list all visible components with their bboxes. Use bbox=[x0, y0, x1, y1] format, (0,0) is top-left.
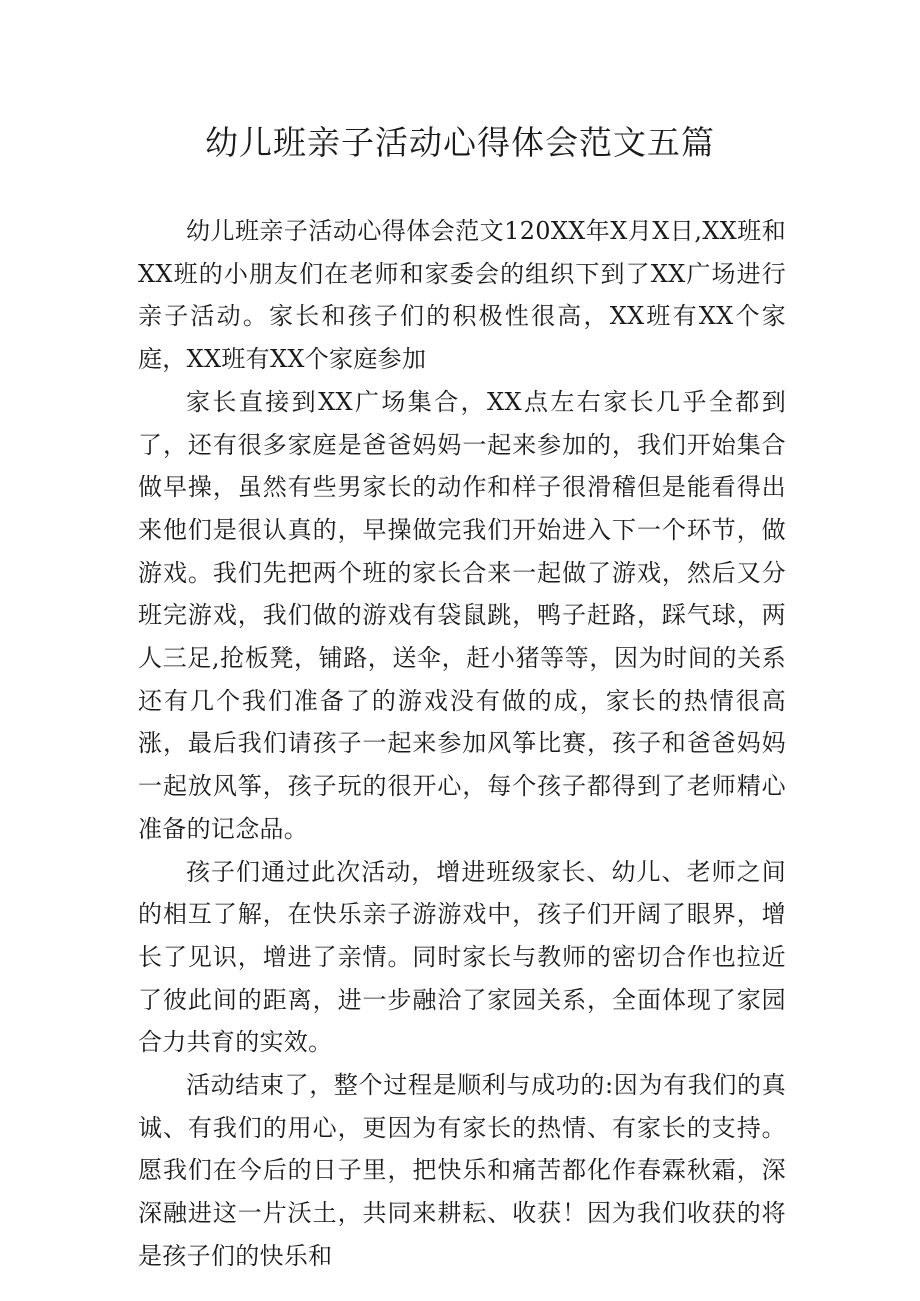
document-title: 幼儿班亲子活动心得体会范文五篇 bbox=[205, 123, 715, 162]
paragraph-3: 孩子们通过此次活动，增进班级家长、幼儿、老师之间的相互了解，在快乐亲子游游戏中，孩子们开阔了眼界，增长了见识，增进了亲情。同时家长与教师的密切合作也拉近了彼此间的距离，进一步融洽了家园关系，全面体现了家园合力共育的实效。 bbox=[138, 857, 786, 1057]
document-body bbox=[138, 210, 786, 1278]
paragraph-4: 活动结束了，整个过程是顺利与成功的:因为有我们的真诚、有我们的用心，更因为有家长的热情、有家长的支持。愿我们在今后的日子里，把快乐和痛苦都化作春霖秋霜，深深融进这一片沃土，共同来耕耘、收获！因为我们收获的将是孩子们的快乐和 bbox=[138, 1071, 786, 1270]
paragraph-2: 家长直接到XX广场集合，XX点左右家长几乎全都到了，还有很多家庭是爸爸妈妈一起来参加的，我们开始集合做早操，虽然有些男家长的动作和样子很滑稽但是能看得出来他们是很认真的，早操做完我们开始进入下一个环节，做游戏。我们先把两个班的家长合来一起做了游戏，然后又分班完游戏，我们做的游戏有袋鼠跳，鸭子赶路，踩气球，两人三足,抢板凳，铺路，送伞，赶小猪等等，因为时间的关系还有几个我们准备了的游戏没有做的成，家长的热情很高涨，最后我们请孩子一起来参加风筝比赛，孩子和爸爸妈妈一起放风筝，孩子玩的很开心，每个孩子都得到了老师精心准备的记念品。 bbox=[138, 387, 786, 843]
paragraph-1: 幼儿班亲子活动心得体会范文120XX年X月X日,XX班和XX班的小朋友们在老师和家委会的组织下到了XX广场进行亲子活动。家长和孩子们的积极性很高，XX班有XX个家庭，XX班有XX个家庭参加 bbox=[138, 217, 786, 374]
